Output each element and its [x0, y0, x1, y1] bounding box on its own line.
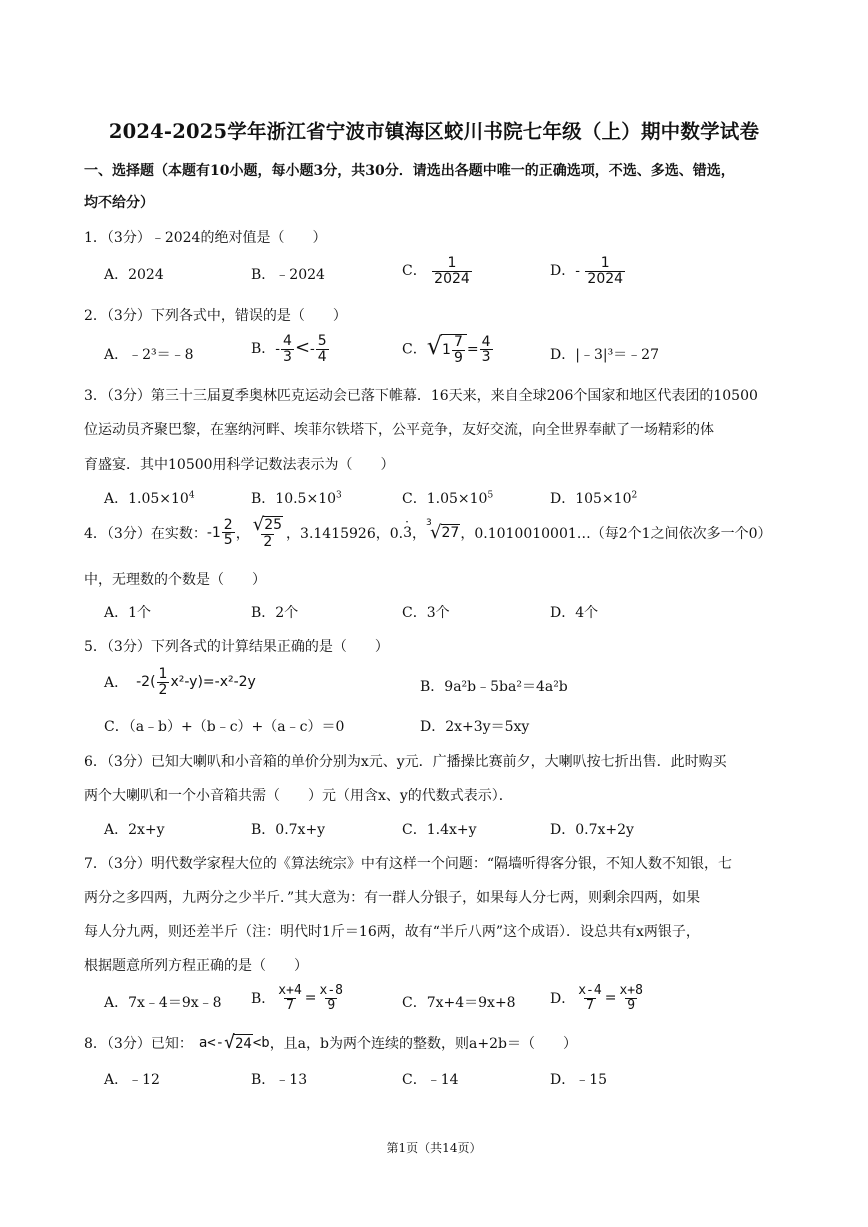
question-7-line-4: 根据题意所列方程正确的是（ ） — [84, 958, 308, 974]
q5-option-b: B．9a²b﹣5ba²＝4a²b — [420, 679, 568, 695]
q6-option-b: B．0.7x+y — [251, 822, 326, 838]
q5-a-suffix: x²-y)=-x²-2y — [170, 674, 256, 691]
question-7-line-1: 7．（3分）明代数学家程大位的《算法统宗》中有这样一个问题：“隔墙听得客分银，不知人数不知银，七 — [84, 856, 732, 872]
q4-prefix: 4．（3分）在实数： — [84, 525, 207, 542]
q1-d-denominator: 2024 — [587, 270, 624, 287]
q7-option-b-label: B． — [251, 991, 276, 1008]
q2-option-c-label: C． — [402, 341, 427, 358]
q4-option-d: D．4个 — [550, 605, 599, 621]
q8-radicand: 24 — [234, 1035, 252, 1052]
q2-c-sqrt: √ 1 $\frac{7}{9}$ — [427, 334, 467, 365]
q4-suffix: ，0.1010010001…（每2个1之间依次多一个0） — [460, 525, 772, 542]
q3-c-exponent: 5 — [487, 490, 494, 501]
q1-d-fraction — [585, 256, 625, 286]
q3-d-base: D．105×10 — [550, 491, 632, 507]
section-heading: 一、选择题（本题有10小题，每小题3分，共30分．请选出各题中唯一的正确选项，不选、多选、错选， — [84, 163, 735, 179]
q7-d-den-1: 7 — [586, 997, 594, 1013]
q2-c-integer: 1 — [442, 342, 451, 359]
q3-d-exponent: 2 — [631, 490, 638, 501]
q8-inequality-right: <b — [252, 1035, 270, 1051]
q2-c-num: 7 — [453, 334, 463, 350]
q1-option-d — [550, 256, 626, 286]
q4-sqrt-fraction — [251, 516, 285, 550]
question-2-stem: 2．（3分）下列各式中，错误的是（ ） — [84, 308, 347, 324]
q4-cube-index: 3 — [426, 517, 432, 528]
q4-repeating-digit: · 3 — [403, 514, 413, 541]
q2-b-den-2: 4 — [317, 348, 327, 365]
q3-option-c — [402, 488, 493, 508]
question-3-line-1: 3．（3分）第三十三届夏季奥林匹克运动会已落下帷幕．16天来，来自全球206个国家和地区代表团的10500 — [84, 388, 758, 404]
page-footer: 第1页（共14页） — [386, 1141, 482, 1155]
question-5-stem: 5．（3分）下列各式的计算结果正确的是（ ） — [84, 639, 389, 655]
q4-mixed-num: 2 — [223, 516, 233, 533]
page-title: 2024-2025学年浙江省宁波市镇海区蛟川书院七年级（上）期中数学试卷 — [108, 120, 760, 143]
question-3-line-2: 位运动员齐聚巴黎，在塞纳河畔、埃菲尔铁塔下，公平竞争，友好交流，向全世界奉献了一场精彩的体 — [84, 422, 714, 438]
q5-option-a — [104, 667, 256, 697]
q3-a-exponent: 4 — [188, 490, 195, 501]
q8-sqrt: √ 24 — [224, 1032, 252, 1053]
q2-b-den-1: 3 — [283, 348, 292, 365]
q1-option-a: A．2024 — [104, 267, 164, 283]
q2-option-b: B．- $\frac{4}{3}$ <- $\frac{5}{4}$ — [251, 333, 327, 365]
q3-option-b — [251, 488, 342, 508]
q7-option-a: A．7x﹣4＝9x﹣8 — [104, 995, 222, 1011]
q8-inequality-left: a<- — [198, 1035, 225, 1051]
q1-option-c-label: C． — [402, 263, 427, 280]
q7-b-fraction-1 — [276, 984, 303, 1012]
q7-option-b: B． $\frac{x+4}{7}$ = $\frac{x-8}{9}$ — [251, 983, 343, 1013]
q7-option-c: C．7x+4＝9x+8 — [402, 995, 516, 1011]
q2-b-less-than: < — [294, 337, 311, 359]
question-6-line-2: 两个大喇叭和一个小音箱共需（ ）元（用含x、y的代数式表示）． — [84, 788, 513, 804]
q5-a-fraction — [157, 667, 170, 697]
q3-option-a — [104, 488, 195, 508]
q2-c-result-fraction — [480, 335, 493, 365]
q3-c-base: C．1.05×10 — [402, 491, 488, 507]
q5-a-den: 2 — [158, 681, 168, 698]
q1-option-c — [402, 256, 473, 286]
q4-mixed-fraction — [222, 518, 235, 548]
q7-b-den-2: 9 — [327, 997, 336, 1013]
q8-prefix: 8．（3分）已知： — [84, 1036, 193, 1052]
question-3-line-3: 育盛宴．其中10500用科学记数法表示为（ ） — [84, 457, 395, 473]
q7-b-num-1: x+4 — [278, 983, 302, 998]
q4-sqrt-numerator: √ 25 — [252, 514, 283, 535]
q2-b-num-2: 5 — [317, 333, 327, 349]
q1-option-d-label: D． — [550, 263, 576, 280]
q5-a-prefix: -2( — [136, 674, 156, 691]
q1-c-fraction — [432, 256, 472, 286]
q2-b-fraction-1 — [281, 334, 294, 364]
q8-option-b: B．﹣13 — [251, 1072, 308, 1088]
q3-a-base: A．1.05×10 — [104, 491, 189, 507]
question-4-line-1: 4．（3分）在实数： -1 $\frac{2}{5}$ ， √ 25 2 ，3.1415926，0. · 3 ， 3 √ 27 ，0.1010010001…（每2个1之间依次多一个0） — [84, 514, 772, 550]
q1-c-numerator: 1 — [447, 255, 457, 271]
q2-c-equals: = — [466, 341, 479, 358]
q4-option-c: C．3个 — [402, 605, 450, 621]
q7-b-num-2: x-8 — [319, 983, 343, 998]
q2-c-result-den: 3 — [481, 349, 491, 366]
q7-option-d: D． $\frac{x-4}{7}$ = $\frac{x+8}{9}$ — [550, 983, 643, 1013]
q5-a-num: 1 — [158, 666, 168, 682]
question-7-line-2: 两分之多四两，九两分之少半斤．”其大意为：有一群人分银子，如果每人分七两，则剩余四两，如果 — [84, 890, 701, 906]
q6-option-a: A．2x+y — [104, 822, 165, 838]
q2-b-num-1: 4 — [283, 333, 292, 349]
q4-cube-root: 3 √ 27 — [426, 517, 460, 543]
q2-option-a: A．﹣2³＝﹣8 — [104, 347, 194, 363]
q8-option-a: A．﹣12 — [104, 1072, 160, 1088]
q4-option-b: B．2个 — [251, 605, 299, 621]
q3-b-base: B．10.5×10 — [251, 491, 337, 507]
q4-mixed-den: 5 — [223, 532, 233, 549]
q7-d-fraction-1 — [576, 984, 603, 1012]
q4-cube-radicand: 27 — [441, 525, 460, 542]
q5-option-c: C．（a﹣b）+（b﹣c）+（a﹣c）＝0 — [104, 719, 345, 735]
q4-mixed-integer: -1 — [206, 524, 221, 541]
q7-d-num-2: x+8 — [619, 983, 643, 998]
q7-b-den-1: 7 — [286, 997, 294, 1013]
question-7-line-3: 每人分九两，则还差半斤（注：明代时1斤＝16两，故有“半斤八两”这个成语）．设总共有x两银子， — [84, 924, 700, 940]
section-heading-cont: 均不给分） — [84, 195, 154, 211]
q8-suffix: ，且a，b为两个连续的整数，则a+2b＝（ ） — [269, 1036, 577, 1052]
question-6-line-1: 6．（3分）已知大喇叭和小音箱的单价分别为x元、y元．广播操比赛前夕，大喇叭按七折出售．此时购买 — [84, 754, 727, 770]
q2-c-den: 9 — [453, 349, 463, 366]
q2-option-c — [402, 334, 494, 365]
q2-option-d: D．|﹣3|³＝﹣27 — [550, 347, 659, 363]
q1-option-b: B．﹣2024 — [251, 267, 325, 283]
q8-option-c: C．﹣14 — [402, 1072, 459, 1088]
q1-d-sign: - — [575, 263, 580, 280]
q2-c-inner-fraction — [452, 335, 465, 365]
q2-option-b-label: B． — [251, 341, 276, 358]
question-8-stem — [84, 1033, 577, 1053]
q3-option-d — [550, 488, 637, 508]
q4-sqrt-radicand: 25 — [264, 517, 283, 534]
q4-option-a: A．1个 — [104, 605, 152, 621]
q6-option-d: D．0.7x+2y — [550, 822, 634, 838]
q5-option-d: D．2x+3y＝5xy — [420, 719, 530, 735]
q2-c-result-num: 4 — [481, 333, 491, 350]
q4-sqrt-den: 2 — [263, 534, 273, 550]
q7-d-num-1: x-4 — [578, 983, 602, 998]
q7-d-fraction-2 — [617, 984, 644, 1012]
q3-b-exponent: 3 — [336, 490, 342, 501]
q2-b-fraction-2 — [316, 334, 329, 364]
question-4-line-2: 中，无理数的个数是（ ） — [84, 572, 266, 588]
q4-repeating-value: 3 — [403, 524, 413, 541]
q8-option-d: D．﹣15 — [550, 1072, 608, 1088]
q7-option-d-label: D． — [550, 991, 576, 1008]
q7-b-fraction-2 — [318, 984, 345, 1012]
q1-d-numerator: 1 — [600, 255, 610, 271]
question-1-stem: 1．（3分）﹣2024的绝对值是（ ） — [84, 230, 327, 246]
q1-c-denominator: 2024 — [434, 270, 470, 287]
q5-option-a-label: A． — [104, 675, 129, 692]
q7-d-den-2: 9 — [627, 997, 636, 1013]
q4-middle: ，3.1415926，0. — [286, 525, 404, 542]
q6-option-c: C．1.4x+y — [402, 822, 477, 838]
